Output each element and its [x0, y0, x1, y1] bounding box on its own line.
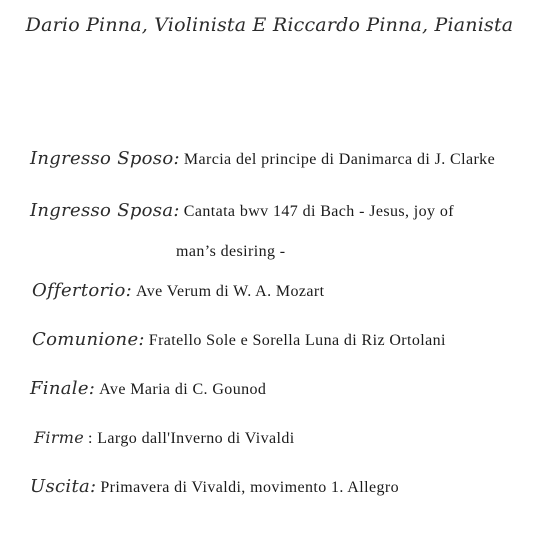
program-value: Ave Maria di C. Gounod	[99, 381, 267, 398]
program-entry-offertorio	[32, 280, 324, 301]
program-label: Firme	[34, 428, 85, 447]
program-value: Fratello Sole e Sorella Luna di Riz Ortolani	[148, 332, 446, 349]
program-label: Ingresso Sposo:	[30, 148, 180, 169]
program-entry-ingresso-sposo	[30, 148, 495, 169]
program-value-continuation: man’s desiring -	[176, 243, 286, 260]
program-value: Primavera di Vivaldi, movimento 1. Allegro	[100, 479, 399, 496]
program-label: Offertorio:	[32, 280, 132, 301]
program-value: : Largo dall'Inverno di Vivaldi	[88, 430, 295, 447]
program-entry-finale	[30, 378, 266, 399]
program-entry-ingresso-sposa	[30, 200, 454, 221]
program-label: Ingresso Sposa:	[30, 200, 180, 221]
program-entry-firme	[34, 428, 295, 448]
program-label: Comunione:	[32, 329, 145, 350]
program-label: Finale:	[30, 378, 96, 399]
program-value: Marcia del principe di Danimarca di J. Clarke	[183, 151, 496, 168]
performers-header: Dario Pinna, Violinista E Riccardo Pinna, Pianista	[25, 14, 514, 36]
program-entry-uscita	[30, 476, 399, 497]
program-entry-comunione	[32, 329, 446, 350]
program-value: Ave Verum di W. A. Mozart	[135, 283, 325, 300]
program-label: Uscita:	[30, 476, 97, 497]
program-value: Cantata bwv 147 di Bach - Jesus, joy of	[183, 203, 454, 220]
